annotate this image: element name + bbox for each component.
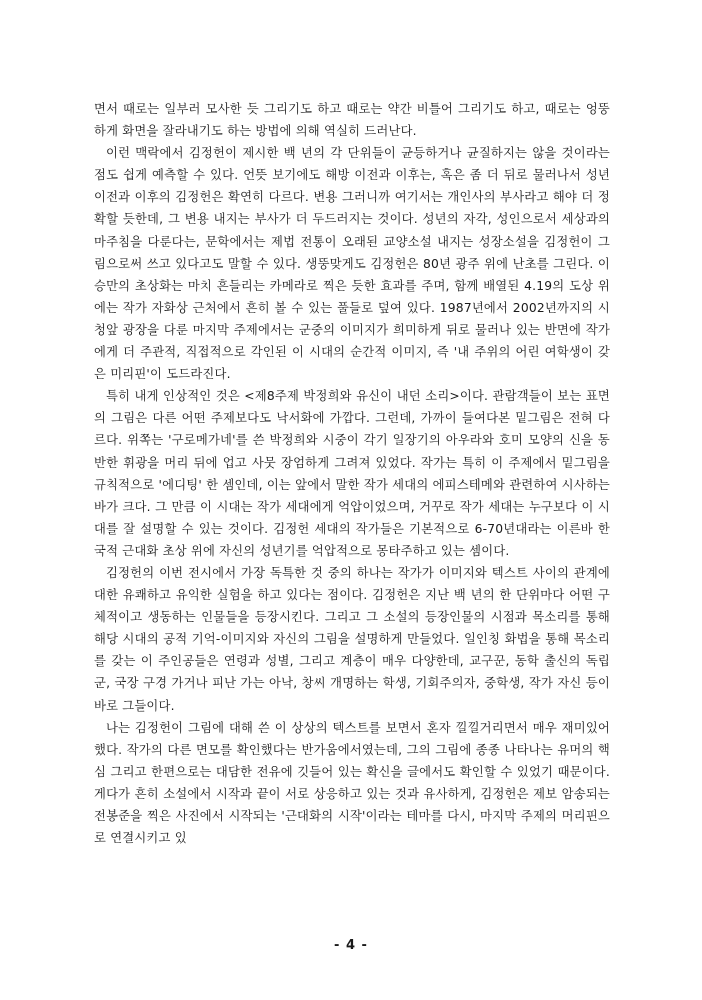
body-text bbox=[94, 98, 610, 849]
paragraph-4: 김정헌의 이번 전시에서 가장 독특한 것 중의 하나는 작가가 이미지와 텍스트 사이의 관계에 대한 유쾌하고 유익한 실험을 하고 있다는 점이다. 김정헌은 지난 백 년의 한 단위마다 어떤 구체적이고 생동하는 인물들을 등장시킨다. 그리고 그 소설의 등장인물의 시점과 목소리를 통해 해당 시대의 공적 기억-이미지와 자신의 그림을 설명하게 만들었다. 일인칭 화법을 통해 목소리를 갖는 이 주인공들은 연령과 성별, 그리고 계층이 매우 다양한데, 교구꾼, 동학 출신의 독립군, 국장 구경 가거나 피난 가는 아낙, 창씨 개명하는 학생, 기회주의자, 중학생, 작가 자신 등이 바로 그들이다. bbox=[94, 565, 610, 713]
paragraph-5: 나는 김정헌이 그림에 대해 쓴 이 상상의 텍스트를 보면서 혼자 낄낄거리면서 매우 재미있어 했다. 작가의 다른 면모를 확인했다는 반가움에서였는데, 그의 그림에 종종 나타나는 유머의 핵심 그리고 한편으로는 대담한 전유에 깃들어 있는 확신을 글에서도 확인할 수 있었기 때문이다. 게다가 흔히 소설에서 시작과 끝이 서로 상응하고 있는 것과 유사하게, 김정헌은 제보 암송되는 전봉준을 찍은 사진에서 시작되는 '근대화의 시작'이라는 테마를 다시, 마지막 주제의 머리핀으로 연결시키고 있 bbox=[94, 720, 610, 846]
paragraph-3: 특히 내게 인상적인 것은 <제8주제 박정희와 유신이 내던 소리>이다. 관람객들이 보는 표면의 그림은 다른 어떤 주제보다도 낙서화에 가깝다. 그런데, 가까이 들여다본 밑그림은 전혀 다르다. 위쪽는 '구로메가네'를 쓴 박정희와 시중이 각기 일장기의 아우라와 호미 모양의 신을 동반한 휘광을 머리 뒤에 업고 사뭇 장엄하게 그려져 있었다. 작가는 특히 이 주제에서 밑그림을 규칙적으로 '에디팅' 한 셈인데, 이는 앞에서 말한 작가 세대의 에피스테메와 관련하여 시사하는 바가 크다. 그 만큼 이 시대는 작가 세대에게 억압이었으며, 거꾸로 작가 세대는 누구보다 이 시대를 잘 설명할 수 있는 것이다. 김정헌 세대의 작가들은 기본적으로 6-70년대라는 이른바 한국적 근대화 초상 위에 자신의 성년기를 억압적으로 몽타주하고 있는 셈이다. bbox=[94, 389, 610, 558]
paragraph-2: 이런 맥락에서 김정헌이 제시한 백 년의 각 단위들이 균등하거나 균질하지는 않을 것이라는 점도 쉽게 예측할 수 있다. 언뜻 보기에도 해방 이전과 이후는, 혹은 좀 더 뒤로 물러나서 성년 이전과 이후의 김정헌은 확연히 다르다. 변용 그러니까 여기서는 개인사의 부사라고 해야 더 정확할 듯한데, 그 변용 내지는 부사가 더 두드러지는 것이다. 성년의 자각, 성인으로서 세상과의 마주침을 다룬다는, 문학에서는 제법 전통이 오래된 교양소설 내지는 성장소설을 김정헌이 그림으로써 쓰고 있다고도 말할 수 있다. 생뚱맞게도 김정헌은 80년 광주 위에 난초를 그린다. 이승만의 초상화는 마치 흔들리는 카메라로 찍은 듯한 효과를 주며, 함께 배열된 4.19의 도상 위에는 작가 자화상 근처에서 흔히 볼 수 있는 풀들로 덮여 있다. 1987년에서 2002년까지의 시청앞 광장을 다룬 마지막 주제에서는 군중의 이미지가 희미하게 뒤로 물러나 있는 반면에 작가에게 더 주관적, 직접적으로 각인된 이 시대의 순간적 이미지, 즉 '내 주위의 어린 여학생이 갖은 미리핀'이 도드라진다. bbox=[94, 146, 610, 382]
page-number: - 4 - bbox=[334, 938, 368, 953]
paragraph-1: 면서 때로는 일부러 모사한 듯 그리기도 하고 때로는 약간 비틀어 그리기도 하고, 때로는 엉뚱하게 화면을 잘라내기도 하는 방법에 의해 역실히 드러난다. bbox=[94, 102, 610, 139]
